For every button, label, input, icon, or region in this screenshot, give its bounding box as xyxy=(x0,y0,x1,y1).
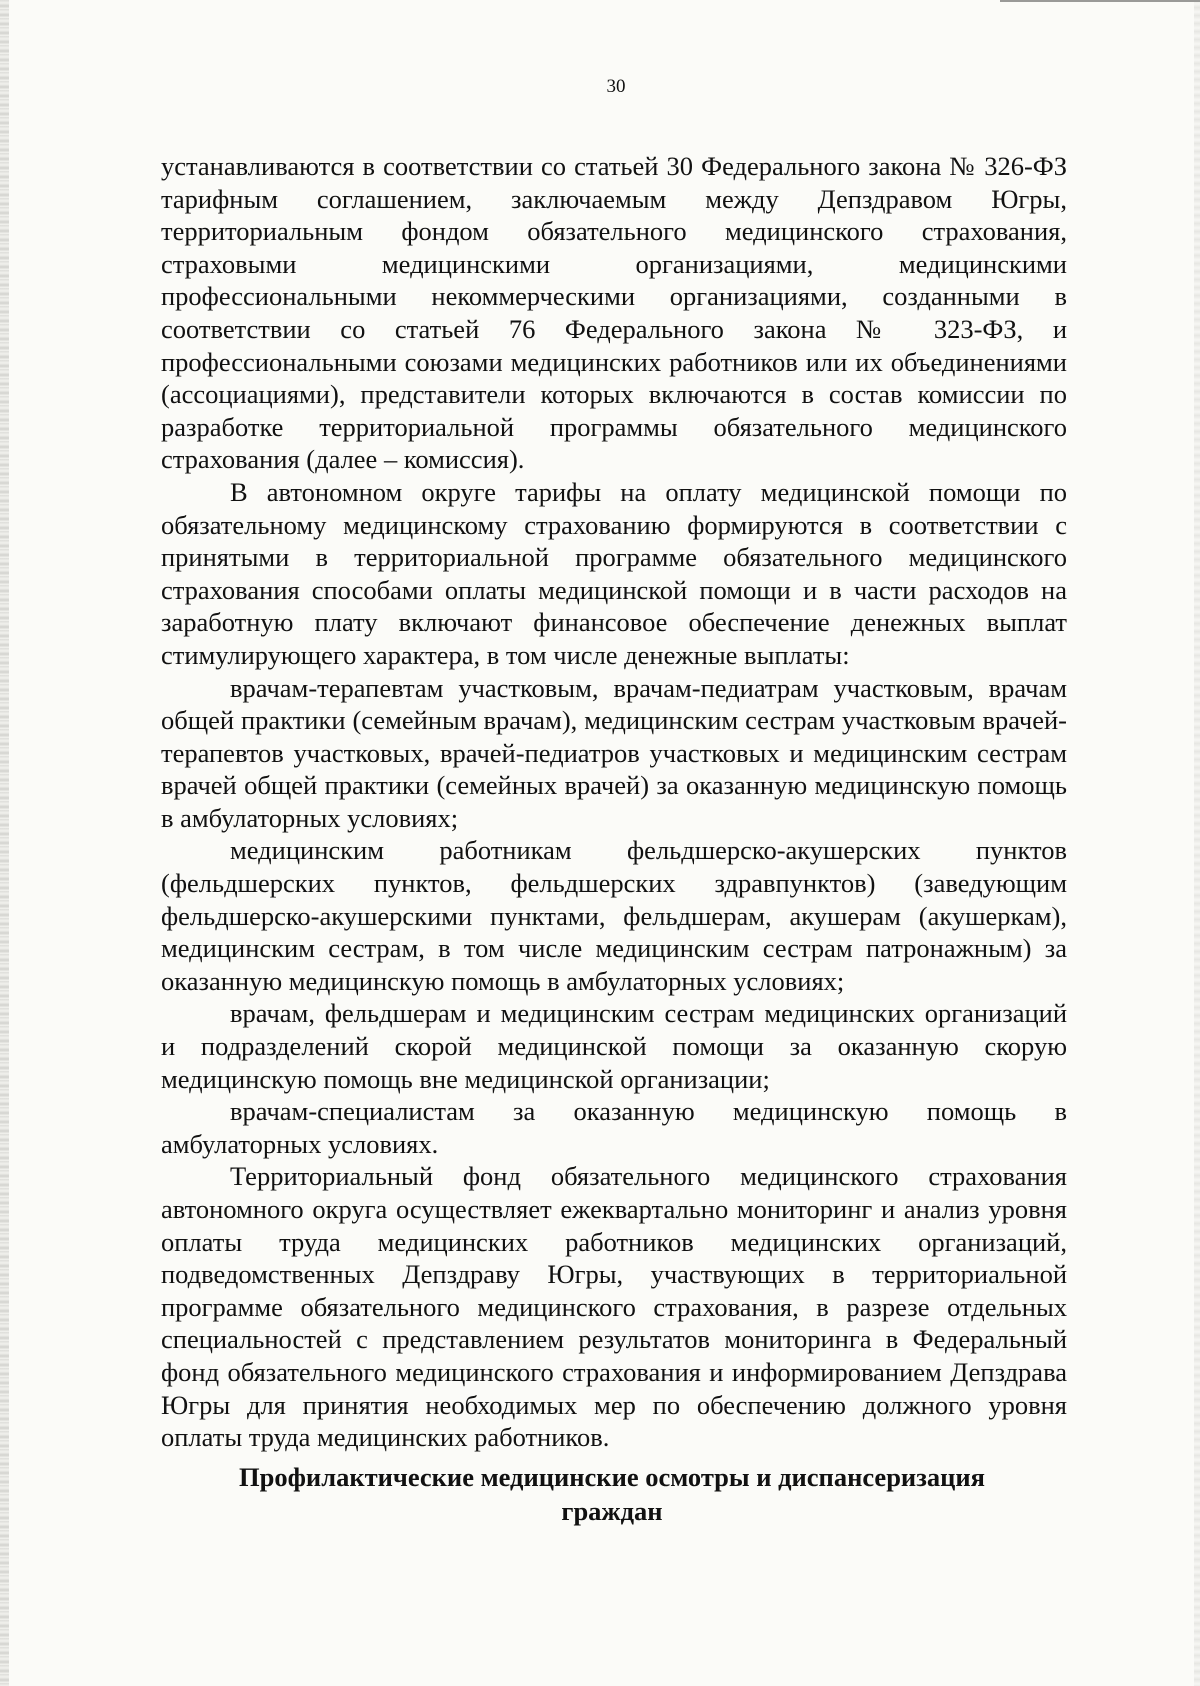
section-heading xyxy=(150,1460,1074,1528)
paragraph-continuation: устанавливаются в соответствии со статьей 30 Федерального закона № 326-ФЗ тарифным соглашением, заключаемым между Депздравом Югры, территориальным фондом обязательного медицинского страхования, страховыми медицинскими организациями, медицинскими профессиональными некоммерческими организациями, созданными в соответствии со статьей 76 Федерального закона № 323-ФЗ, и профессиональными союзами медицинских работников или их объединениями (ассоциациями), представители которых включаются в состав комиссии по разработке территориальной программы обязательного медицинского страхования (далее – комиссия). xyxy=(161,151,1067,475)
list-item-feldsher-points: медицинским работникам фельдшерско-акушерских пунктов (фельдшерских пунктов, фельдшерских здравпунктов) (заведующим фельдшерско-акушерскими пунктами, фельдшерам, акушерам (акушеркам), медицинским сестрам, в том числе медицинским сестрам патронажным) за оказанную медицинскую помощь в амбулаторных условиях; xyxy=(161,835,1067,996)
section-heading-line-1: Профилактические медицинские осмотры и диспансеризация xyxy=(239,1462,985,1492)
list-item-district-doctors: врачам-терапевтам участковым, врачам-педиатрам участковым, врачам общей практики (семейным врачам), медицинским сестрам участковым врачей-терапевтов участковых, врачей-педиатров участковых и медицинским сестрам врачей общей практики (семейных врачей) за оказанную медицинскую помощь в амбулаторных условиях; xyxy=(161,672,1067,833)
paragraph-tariffs: В автономном округе тарифы на оплату медицинской помощи по обязательному медицинскому страхованию формируются в соответствии с принятыми в территориальной программе обязательного медицинского страхования способами оплаты медицинской помощи и в части расходов на заработную плату включают финансовое обеспечение денежных выплат стимулирующего характера, в том числе денежные выплаты: xyxy=(161,476,1067,670)
list-item-ambulance: врачам, фельдшерам и медицинским сестрам медицинских организаций и подразделений скорой медицинской помощи за оказанную скорую медицинскую помощь вне медицинской организации; xyxy=(161,998,1067,1094)
paragraph-monitoring: Территориальный фонд обязательного медицинского страхования автономного округа осуществляет ежеквартально мониторинг и анализ уровня оплаты труда медицинских работников медицинских организаций, подведомственных Депздраву Югры, участвующих в территориальной программе обязательного медицинского страхования, в разрезе отдельных специальностей с представлением результатов мониторинга в Федеральный фонд обязательного медицинского страхования и информированием Депздрава Югры для принятия необходимых мер по обеспечению должного уровня оплаты труда медицинских работников. xyxy=(161,1161,1067,1453)
section-heading-line-2: граждан xyxy=(561,1496,663,1526)
page-number: 30 xyxy=(606,76,626,97)
body-text xyxy=(161,150,1067,1454)
list-item-specialists: врачам-специалистам за оказанную медицинскую помощь в амбулаторных условиях. xyxy=(161,1096,1067,1159)
